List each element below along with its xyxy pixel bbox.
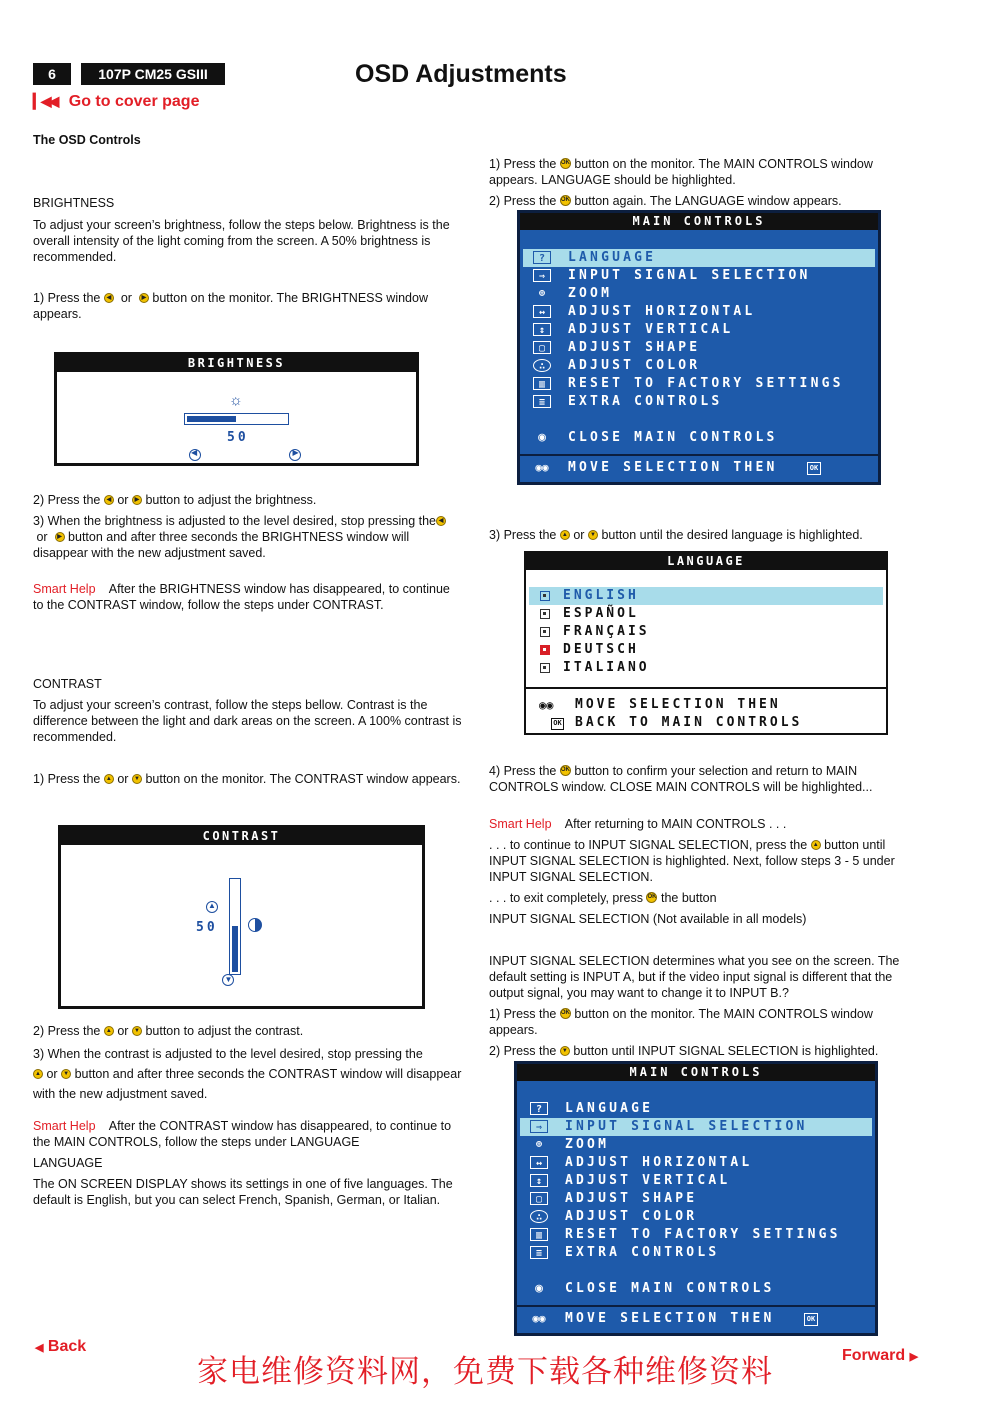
language-footer-divider bbox=[526, 687, 886, 689]
language-footer-back: OK BACK TO MAIN CONTROLS bbox=[529, 714, 883, 732]
up-key-icon: ▲ bbox=[560, 530, 570, 540]
shape-icon: ▢ bbox=[530, 1192, 548, 1205]
menu-item-shape[interactable]: ▢ ADJUST SHAPE bbox=[523, 339, 875, 357]
input-step-1: 1) Press the OK button on the monitor. The MAIN CONTROLS window appears. bbox=[489, 1007, 873, 1037]
brightness-value: 50 bbox=[227, 430, 249, 445]
increase-icon: ▶ bbox=[289, 449, 301, 461]
language-italiano[interactable]: ITALIANO bbox=[529, 659, 883, 677]
continue-input-signal: . . . to continue to INPUT SIGNAL SELECTION, press the ▲ button until INPUT SIGNAL SELECTION is highlighted. Next, follow steps 3 - 5 under INPUT SIGNAL SELECTION. bbox=[489, 838, 895, 884]
decrease-icon: ◀ bbox=[189, 449, 201, 461]
contrast-osd-window bbox=[58, 825, 425, 1009]
vertical-icon: ↕ bbox=[530, 1174, 548, 1187]
language-francais[interactable]: FRANÇAIS bbox=[529, 623, 883, 641]
brightness-step-1: 1) Press the ◀ or ▶ button on the monitor. The BRIGHTNESS window appears. bbox=[33, 291, 428, 321]
down-key-icon: ▼ bbox=[588, 530, 598, 540]
language-intro: The ON SCREEN DISPLAY shows its settings in one of five languages. The default is English, but you can select French, Spanish, German, or Italian. bbox=[33, 1177, 453, 1207]
brightness-osd-title: BRIGHTNESS bbox=[57, 355, 416, 372]
contrast-step-2: 2) Press the ▲ or ▼ button to adjust the contrast. bbox=[33, 1024, 304, 1038]
menu-item-language[interactable]: ? LANGUAGE bbox=[523, 249, 875, 267]
cover-page-link[interactable] bbox=[33, 93, 199, 111]
ok-key-icon: OK bbox=[560, 158, 571, 169]
vertical-icon: ↕ bbox=[533, 323, 551, 336]
contrast-step-3: 3) When the contrast is adjusted to the level desired, stop pressing the ▲ or ▼ button and after three seconds the CONTRAST window will disappear with the new adjustment saved. bbox=[33, 1047, 462, 1101]
menu-item-zoom[interactable]: ⊕ ZOOM bbox=[523, 285, 875, 303]
page-number: 6 bbox=[33, 63, 71, 85]
menu-item-shape[interactable]: ▢ ADJUST SHAPE bbox=[520, 1190, 872, 1208]
forward-arrow-icon: ▶ bbox=[909, 1351, 919, 1363]
back-link[interactable] bbox=[35, 1338, 86, 1356]
up-key-icon: ▲ bbox=[104, 774, 114, 784]
input-signal-icon: ⇒ bbox=[530, 1120, 548, 1133]
forward-link[interactable] bbox=[842, 1347, 918, 1365]
menu-item-input-signal[interactable]: ⇒ INPUT SIGNAL SELECTION bbox=[520, 1118, 872, 1136]
factory-icon: ▥ bbox=[530, 1228, 548, 1241]
language-icon: ? bbox=[533, 251, 551, 264]
menu-item-extra[interactable]: ≡ EXTRA CONTROLS bbox=[520, 1244, 872, 1262]
brightness-step-3: 3) When the brightness is adjusted to the level desired, stop pressing the ◀ or ▶ button and after three seconds the BRIGHTNESS window will disappear with the new adjustment saved. bbox=[33, 513, 463, 561]
menu-item-vertical[interactable]: ↕ ADJUST VERTICAL bbox=[523, 321, 875, 339]
extra-controls-icon: ≡ bbox=[530, 1246, 548, 1259]
cover-link-label: Go to cover page bbox=[68, 93, 200, 110]
ok-key-icon: OK bbox=[560, 1008, 571, 1019]
right-key-icon: ▶ bbox=[55, 532, 65, 542]
forward-label: Forward bbox=[842, 1347, 906, 1364]
ok-key-icon: OK bbox=[560, 765, 571, 776]
horizontal-icon: ↔ bbox=[533, 305, 551, 318]
brightness-slider[interactable] bbox=[184, 413, 289, 425]
main-controls-footer: ◉◉ MOVE SELECTION THEN OK bbox=[517, 1305, 875, 1333]
menu-item-horizontal[interactable]: ↔ ADJUST HORIZONTAL bbox=[520, 1154, 872, 1172]
contrast-value: 50 bbox=[196, 920, 218, 935]
input-signal-intro: INPUT SIGNAL SELECTION determines what you see on the screen. The default setting is INPUT A, but if the video input signal is different that the output signal, you may want to change it to INPUT B.? bbox=[489, 954, 900, 1000]
ok-icon: OK bbox=[551, 718, 564, 730]
brightness-heading: BRIGHTNESS bbox=[33, 196, 115, 210]
up-icon: ▲ bbox=[206, 901, 218, 913]
menu-item-reset[interactable]: ▥ RESET TO FACTORY SETTINGS bbox=[520, 1226, 872, 1244]
menu-item-close[interactable]: ◉ CLOSE MAIN CONTROLS bbox=[523, 429, 875, 447]
input-signal-icon: ⇒ bbox=[533, 269, 551, 282]
watermark-banner: 家电维修资料网，免费下载各种维修资料 bbox=[197, 1354, 773, 1390]
language-osd-window bbox=[524, 551, 888, 735]
language-osd-title: LANGUAGE bbox=[526, 553, 886, 570]
page-title: OSD Adjustments bbox=[355, 60, 567, 88]
menu-item-language[interactable]: ? LANGUAGE bbox=[520, 1100, 872, 1118]
brightness-intro: To adjust your screen’s brightness, follow the steps below. Brightness is the overall intensity of the light coming from the screen. A 50% brightness is recommended. bbox=[33, 218, 450, 264]
menu-item-vertical[interactable]: ↕ ADJUST VERTICAL bbox=[520, 1172, 872, 1190]
skip-back-icon: ▎◀◀ bbox=[33, 93, 57, 109]
color-palette-icon: ∴ bbox=[533, 359, 551, 372]
input-step-2: 2) Press the ▼ button until INPUT SIGNAL SELECTION is highlighted. bbox=[489, 1044, 879, 1058]
ok-icon: OK bbox=[804, 1313, 818, 1326]
left-key-icon: ◀ bbox=[436, 516, 446, 526]
contrast-heading: CONTRAST bbox=[33, 677, 102, 691]
menu-item-input-signal[interactable]: ⇒ INPUT SIGNAL SELECTION bbox=[523, 267, 875, 285]
down-key-icon: ▼ bbox=[61, 1069, 71, 1079]
language-footer-move: ◉◉ MOVE SELECTION THEN bbox=[539, 697, 781, 712]
menu-item-zoom[interactable]: ⊕ ZOOM bbox=[520, 1136, 872, 1154]
zoom-icon: ⊕ bbox=[535, 1139, 543, 1150]
main-controls-footer: ◉◉ MOVE SELECTION THEN OK bbox=[520, 454, 878, 482]
language-deutsch[interactable]: DEUTSCH bbox=[529, 641, 883, 659]
main-controls-osd-1 bbox=[517, 210, 881, 485]
menu-item-extra[interactable]: ≡ EXTRA CONTROLS bbox=[523, 393, 875, 411]
down-key-icon: ▼ bbox=[132, 774, 142, 784]
horizontal-icon: ↔ bbox=[530, 1156, 548, 1169]
menu-item-close[interactable]: ◉ CLOSE MAIN CONTROLS bbox=[520, 1280, 872, 1298]
brightness-step-2: 2) Press the ◀ or ▶ button to adjust the brightness. bbox=[33, 493, 317, 507]
up-key-icon: ▲ bbox=[33, 1069, 43, 1079]
extra-controls-icon: ≡ bbox=[533, 395, 551, 408]
down-key-icon: ▼ bbox=[560, 1046, 570, 1056]
smart-help-main: Smart Help After returning to MAIN CONTROLS . . . bbox=[489, 817, 787, 831]
contrast-icon bbox=[248, 918, 262, 932]
back-arrow-icon: ◀ bbox=[35, 1342, 44, 1354]
language-icon: ? bbox=[530, 1102, 548, 1115]
main-controls-title: MAIN CONTROLS bbox=[520, 213, 878, 230]
smart-help-contrast: Smart Help After the CONTRAST window has disappeared, to continue to the MAIN CONTROLS, follow the steps under LANGUAGE bbox=[33, 1119, 452, 1149]
input-signal-heading: INPUT SIGNAL SELECTION (Not available in all models) bbox=[489, 912, 807, 926]
main-controls-title: MAIN CONTROLS bbox=[517, 1064, 875, 1081]
color-palette-icon: ∴ bbox=[530, 1210, 548, 1223]
left-key-icon: ◀ bbox=[104, 293, 114, 303]
right-key-icon: ▶ bbox=[139, 293, 149, 303]
smart-help-brightness: Smart Help After the BRIGHTNESS window has disappeared, to continue to the CONTRAST window, follow the steps under CONTRAST. bbox=[33, 582, 450, 612]
right-key-icon: ▶ bbox=[132, 495, 142, 505]
up-down-icon: ◉◉ bbox=[532, 1312, 546, 1325]
up-down-icon: ◉◉ bbox=[539, 698, 554, 712]
right-step-2: 2) Press the OK button again. The LANGUAGE window appears. bbox=[489, 194, 842, 208]
back-label: Back bbox=[47, 1338, 87, 1355]
sun-icon: ☼ bbox=[229, 392, 243, 409]
contrast-intro: To adjust your screen’s contrast, follow the steps bellow. Contrast is the difference between the light and dark areas on the screen. A 100% contrast is recommended. bbox=[33, 698, 462, 744]
menu-item-color[interactable]: ∴ ADJUST COLOR bbox=[520, 1208, 872, 1226]
factory-icon: ▥ bbox=[533, 377, 551, 390]
exit-completely: . . . to exit completely, press OK the button bbox=[489, 891, 717, 905]
up-key-icon: ▲ bbox=[104, 1026, 114, 1036]
up-down-icon: ◉◉ bbox=[535, 461, 549, 474]
main-controls-osd-2 bbox=[514, 1061, 878, 1336]
right-step-3: 3) Press the ▲ or ▼ button until the desired language is highlighted. bbox=[489, 528, 863, 542]
down-icon: ▼ bbox=[222, 974, 234, 986]
brightness-osd-window bbox=[54, 352, 419, 466]
menu-item-reset[interactable]: ▥ RESET TO FACTORY SETTINGS bbox=[523, 375, 875, 393]
right-step-1: 1) Press the OK button on the monitor. The MAIN CONTROLS window appears. LANGUAGE should be highlighted. bbox=[489, 157, 873, 187]
contrast-osd-title: CONTRAST bbox=[61, 828, 422, 845]
close-down-icon: ◉ bbox=[538, 430, 546, 445]
ok-key-icon: OK bbox=[646, 892, 657, 903]
ok-icon: OK bbox=[807, 462, 821, 475]
close-down-icon: ◉ bbox=[535, 1281, 543, 1296]
shape-icon: ▢ bbox=[533, 341, 551, 354]
menu-item-horizontal[interactable]: ↔ ADJUST HORIZONTAL bbox=[523, 303, 875, 321]
language-english[interactable]: ENGLISH bbox=[529, 587, 883, 605]
ok-key-icon: OK bbox=[560, 195, 571, 206]
language-espanol[interactable]: ESPAÑOL bbox=[529, 605, 883, 623]
right-step-4: 4) Press the OK button to confirm your selection and return to MAIN CONTROLS window. CLOSE MAIN CONTROLS will be highlighted... bbox=[489, 764, 873, 794]
left-key-icon: ◀ bbox=[104, 495, 114, 505]
contrast-step-1: 1) Press the ▲ or ▼ button on the monitor. The CONTRAST window appears. bbox=[33, 772, 461, 786]
model-label: 107P CM25 GSIII bbox=[81, 63, 225, 85]
osd-controls-heading: The OSD Controls bbox=[33, 133, 141, 147]
zoom-icon: ⊕ bbox=[538, 288, 546, 299]
menu-item-color[interactable]: ∴ ADJUST COLOR bbox=[523, 357, 875, 375]
contrast-slider[interactable] bbox=[229, 878, 241, 975]
language-heading: LANGUAGE bbox=[33, 1156, 103, 1170]
up-key-icon: ▲ bbox=[811, 840, 821, 850]
down-key-icon: ▼ bbox=[132, 1026, 142, 1036]
